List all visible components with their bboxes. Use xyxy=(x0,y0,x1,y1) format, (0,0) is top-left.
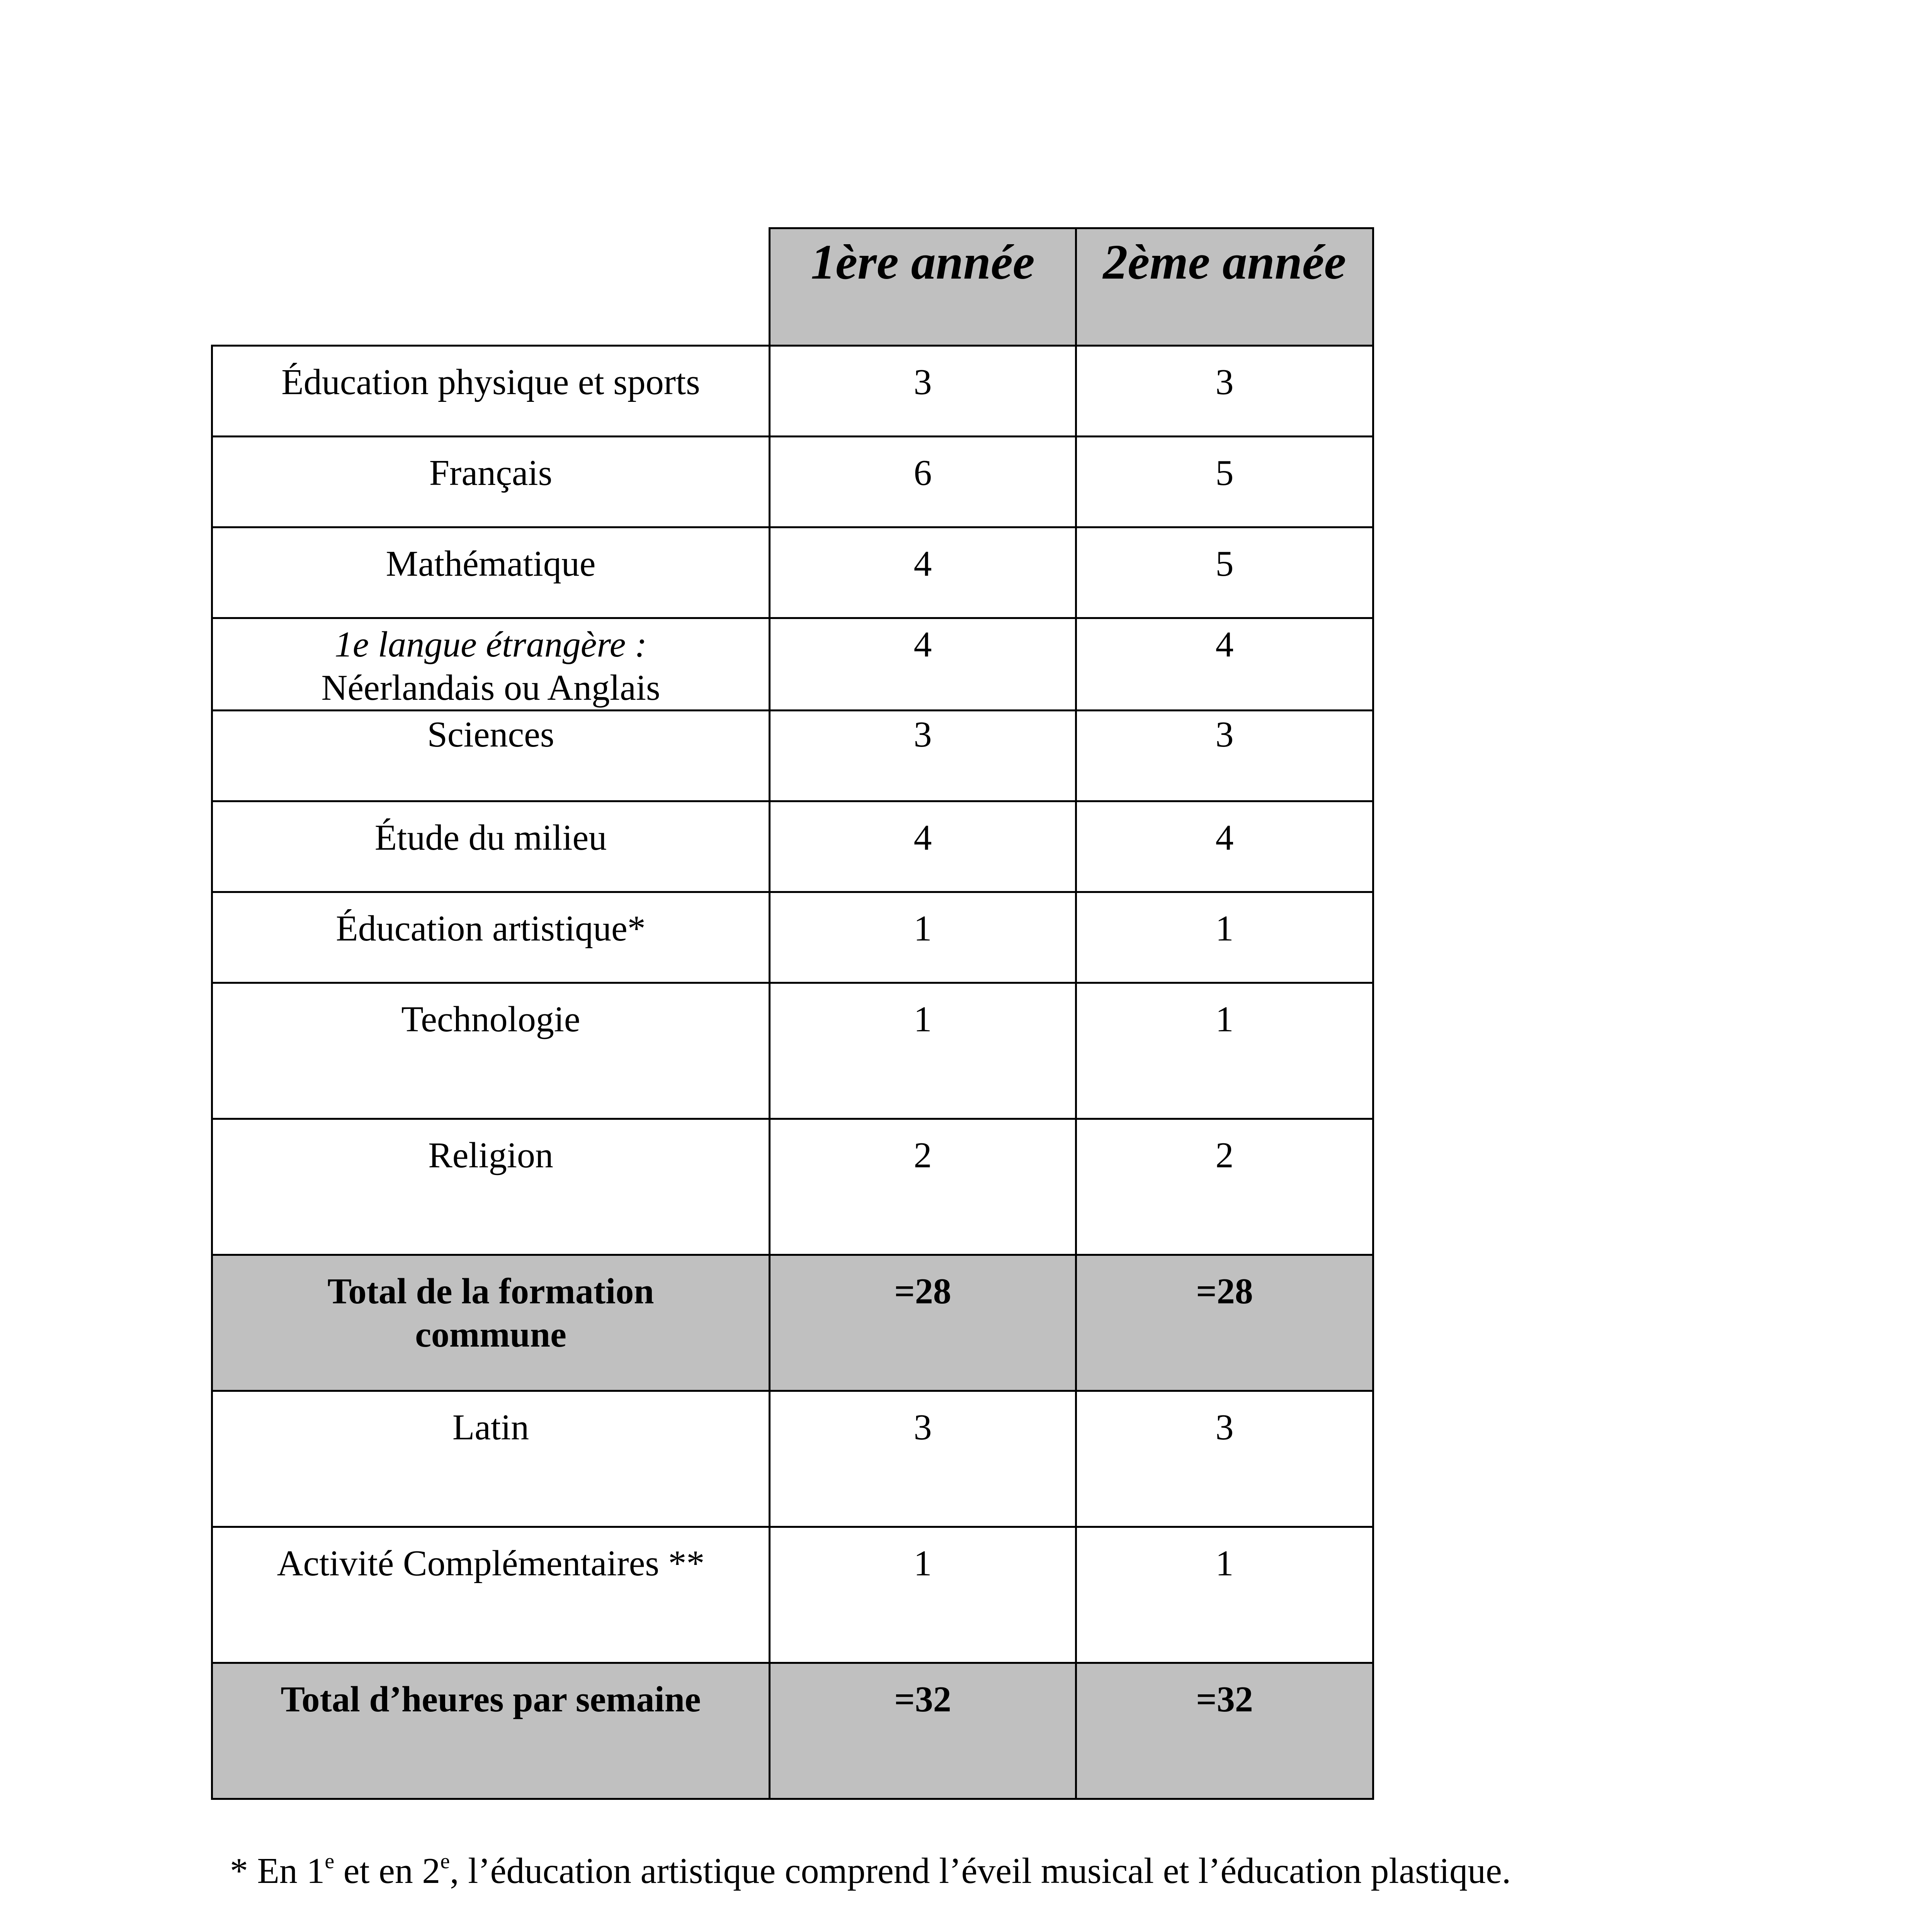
year2-hours-cell: 1 xyxy=(1076,1527,1373,1663)
subject-line-1: 1e langue étrangère : xyxy=(334,624,647,665)
header-year-1: 1ère année xyxy=(770,228,1076,346)
table-row xyxy=(212,1527,1373,1663)
table-row xyxy=(212,711,1373,801)
subject-cell: Éducation physique et sports xyxy=(212,346,770,437)
total-weekly-row xyxy=(212,1663,1373,1799)
year1-hours-cell: 1 xyxy=(770,1527,1076,1663)
footnote-text: et en 2 xyxy=(334,1851,441,1891)
subject-line-1: Total de la formation xyxy=(327,1271,654,1311)
year2-hours-cell: 4 xyxy=(1076,801,1373,892)
year2-hours-cell: 3 xyxy=(1076,1391,1373,1527)
year1-hours-cell: =32 xyxy=(770,1663,1076,1799)
hours-table xyxy=(211,227,1374,1800)
subject-cell: Activité Complémentaires ** xyxy=(212,1527,770,1663)
year1-hours-cell: 1 xyxy=(770,983,1076,1119)
subject-cell: Sciences xyxy=(212,711,770,801)
subject-cell xyxy=(212,1255,770,1391)
year2-hours-cell: 1 xyxy=(1076,983,1373,1119)
table-row xyxy=(212,346,1373,437)
year1-hours-cell: 3 xyxy=(770,1391,1076,1527)
table-row xyxy=(212,1391,1373,1527)
subject-cell xyxy=(212,618,770,711)
header-row xyxy=(212,228,1373,346)
year1-hours-cell: 6 xyxy=(770,437,1076,527)
subject-cell: Religion xyxy=(212,1119,770,1255)
table-row xyxy=(212,437,1373,527)
year1-hours-cell: 4 xyxy=(770,618,1076,711)
table-row xyxy=(212,1119,1373,1255)
year1-hours-cell: 1 xyxy=(770,892,1076,983)
year1-hours-cell: =28 xyxy=(770,1255,1076,1391)
header-blank-cell xyxy=(212,228,770,346)
table-row xyxy=(212,892,1373,983)
year1-hours-cell: 4 xyxy=(770,527,1076,618)
subject-cell: Mathématique xyxy=(212,527,770,618)
year1-hours-cell: 3 xyxy=(770,346,1076,437)
subject-cell: Étude du milieu xyxy=(212,801,770,892)
table-row xyxy=(212,618,1373,711)
footnote-artistic-education xyxy=(230,1849,1511,1893)
year2-hours-cell: 5 xyxy=(1076,437,1373,527)
footnote-text: * En 1 xyxy=(230,1851,325,1891)
year2-hours-cell: 1 xyxy=(1076,892,1373,983)
subject-cell: Éducation artistique* xyxy=(212,892,770,983)
footnote-text: , l’éducation artistique comprend l’éveil musical et l’éducation plastique. xyxy=(450,1851,1511,1891)
year2-hours-cell: =28 xyxy=(1076,1255,1373,1391)
total-common-row xyxy=(212,1255,1373,1391)
year2-hours-cell: 3 xyxy=(1076,711,1373,801)
header-year-2: 2ème année xyxy=(1076,228,1373,346)
subject-line-2: Néerlandais ou Anglais xyxy=(321,668,660,708)
subject-cell: Total d’heures par semaine xyxy=(212,1663,770,1799)
year2-hours-cell: =32 xyxy=(1076,1663,1373,1799)
subject-cell: Latin xyxy=(212,1391,770,1527)
year2-hours-cell: 4 xyxy=(1076,618,1373,711)
subject-line-2: commune xyxy=(415,1315,566,1355)
subject-cell: Français xyxy=(212,437,770,527)
table-row xyxy=(212,983,1373,1119)
table-row xyxy=(212,527,1373,618)
year2-hours-cell: 2 xyxy=(1076,1119,1373,1255)
footnote-superscript: e xyxy=(440,1849,450,1873)
table-row xyxy=(212,801,1373,892)
footnote-superscript: e xyxy=(325,1849,335,1873)
year2-hours-cell: 5 xyxy=(1076,527,1373,618)
year1-hours-cell: 2 xyxy=(770,1119,1076,1255)
year2-hours-cell: 3 xyxy=(1076,346,1373,437)
subject-cell: Technologie xyxy=(212,983,770,1119)
year1-hours-cell: 3 xyxy=(770,711,1076,801)
year1-hours-cell: 4 xyxy=(770,801,1076,892)
